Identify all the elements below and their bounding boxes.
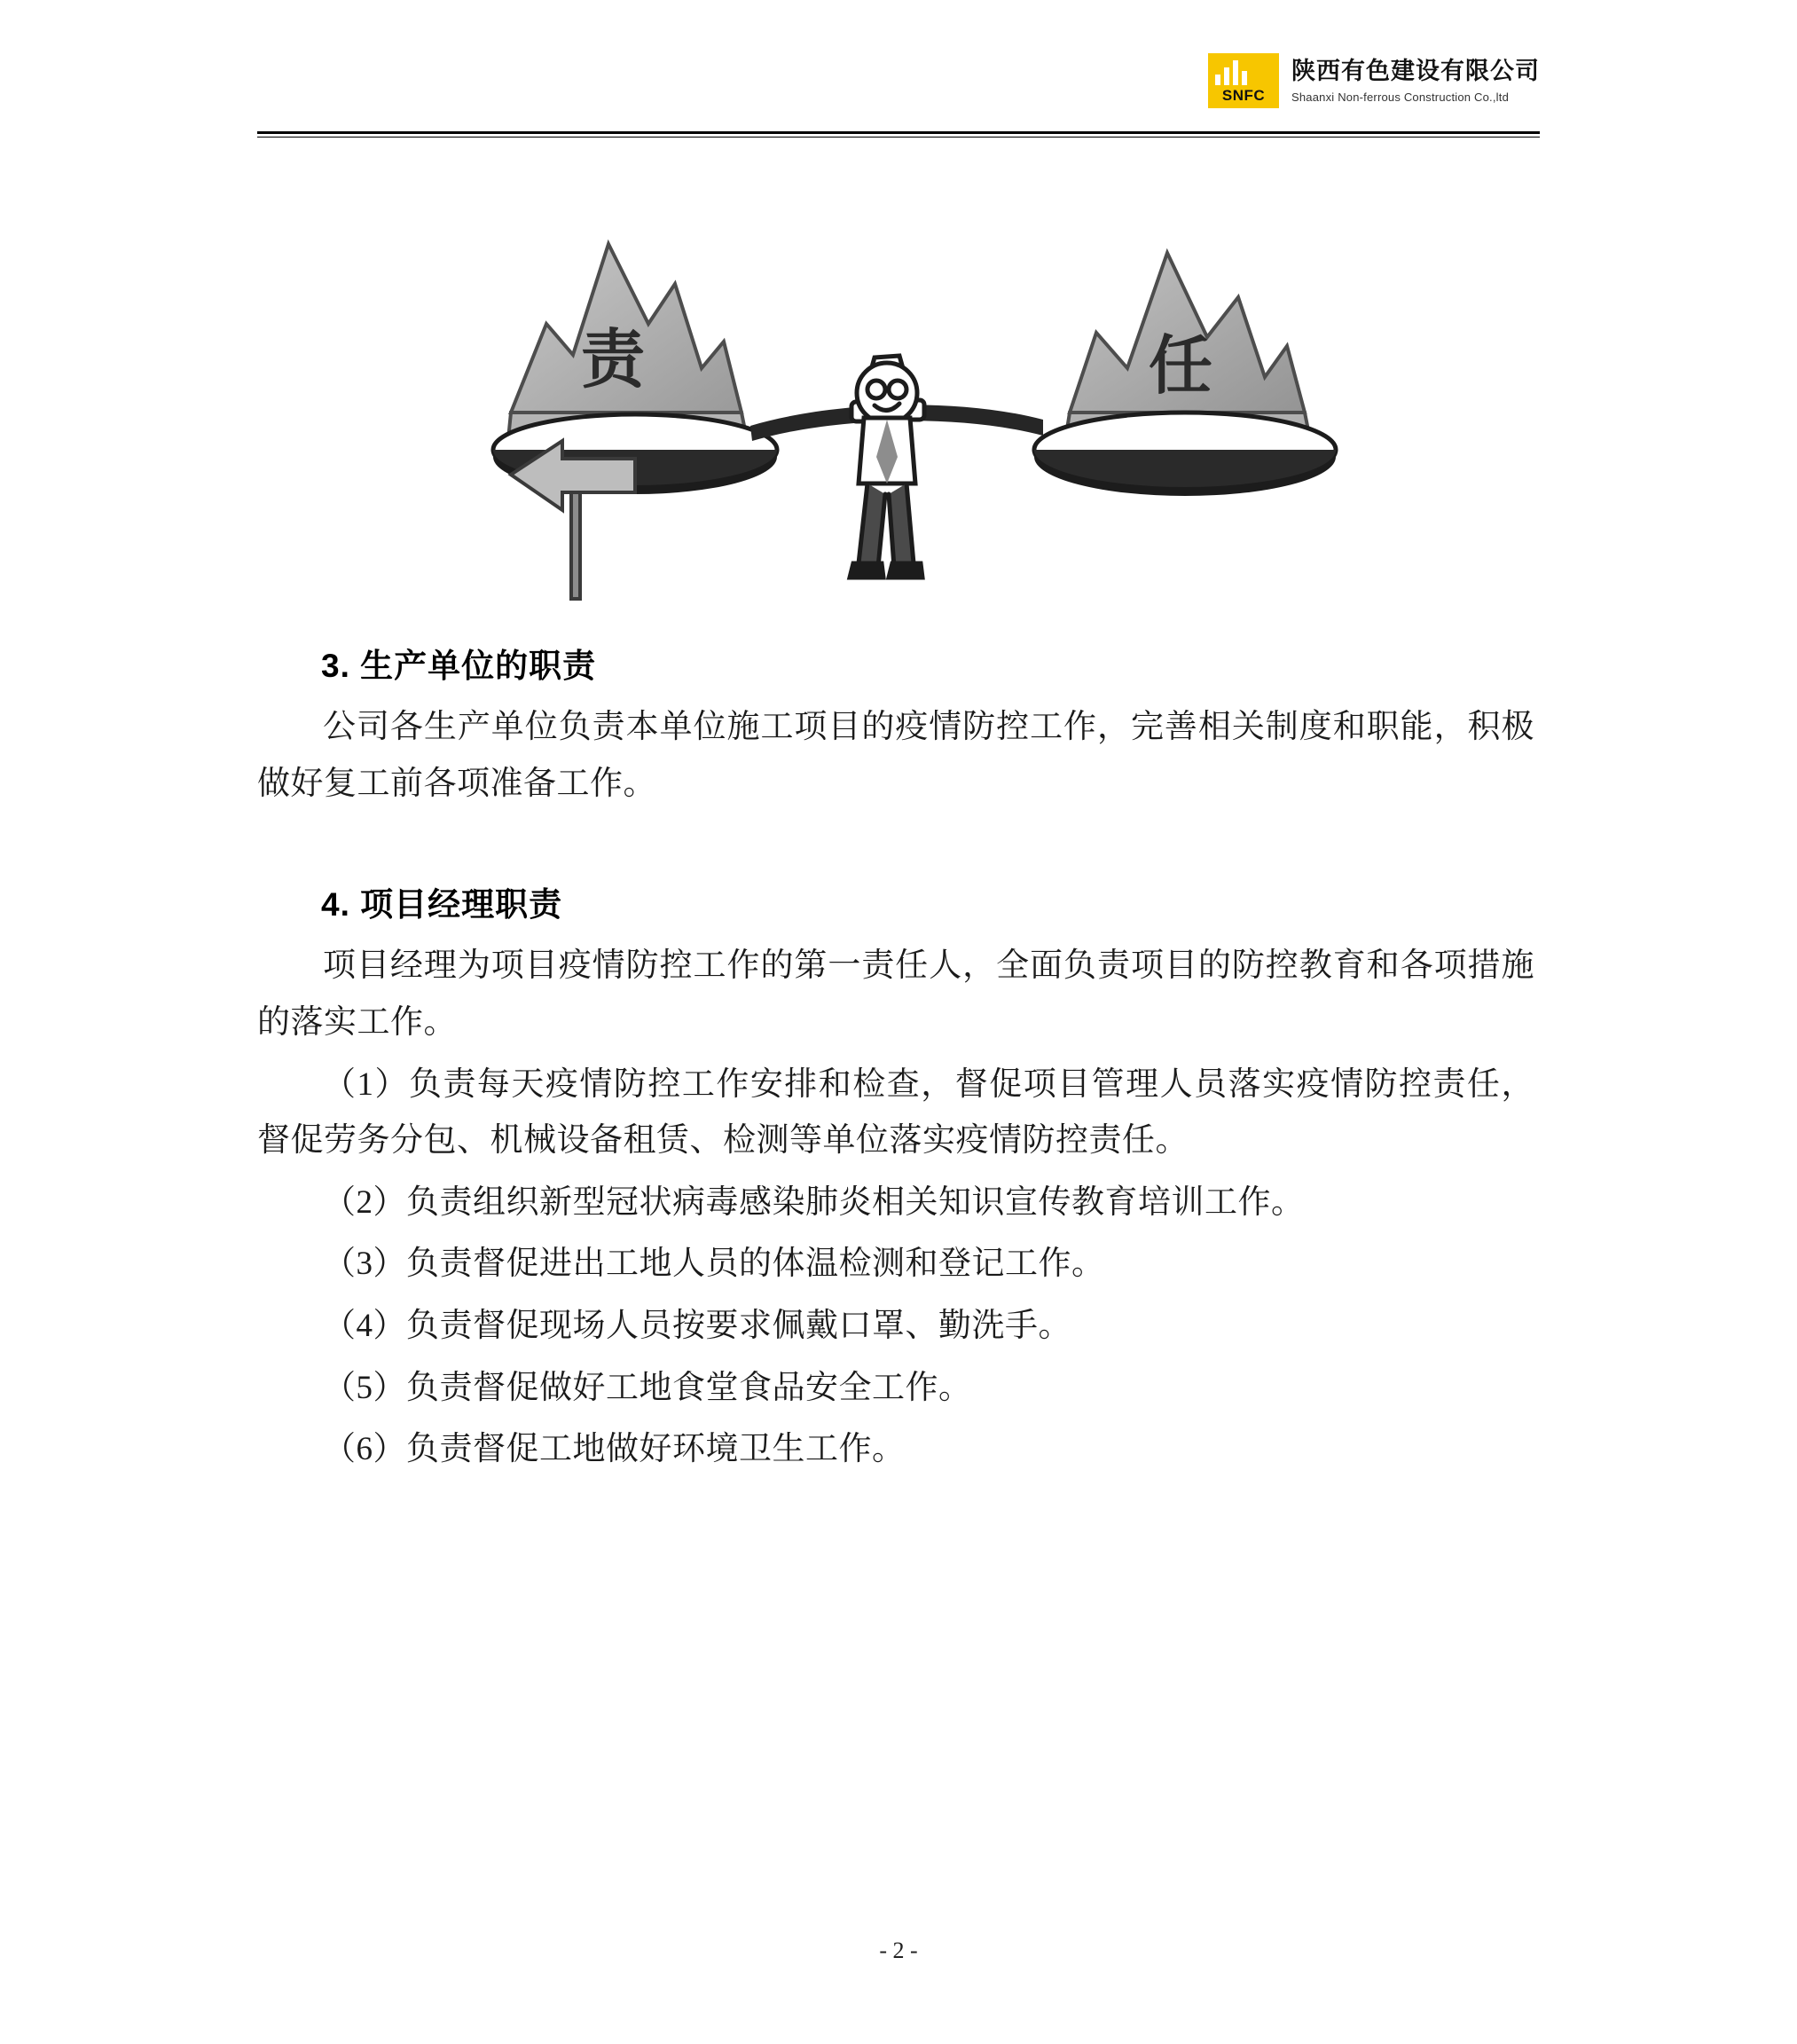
arrow-sign: [511, 441, 635, 599]
cartoon-illustration: [458, 191, 1354, 617]
company-name-cn: 陕西有色建设有限公司: [1291, 58, 1540, 84]
document-body: [257, 639, 1534, 1478]
header-rule-thick: [257, 131, 1540, 134]
list-item: （6）负责督促工地做好环境卫生工作。: [323, 1431, 906, 1468]
right-mountain-char: 任: [1148, 331, 1213, 402]
header-rule-thin: [257, 137, 1540, 138]
section-3-paragraph-1: 公司各生产单位负责本单位施工项目的疫情防控工作，完善相关制度和职能，积极做好复工前各项准备工作。: [257, 709, 1534, 802]
snfc-logo-mark: [1208, 53, 1279, 108]
left-mountain-char: 责: [580, 325, 646, 396]
company-logo: [1208, 53, 1540, 108]
responsibility-cartoon-figure: [458, 191, 1354, 617]
company-name-block: [1291, 57, 1540, 105]
page-header: [257, 53, 1540, 133]
list-item: （5）负责督促做好工地食堂食品安全工作。: [323, 1369, 972, 1406]
page-number: - 2 -: [879, 1938, 918, 1963]
list-item: （3）负责督促进出工地人员的体温检测和登记工作。: [323, 1246, 1105, 1283]
section-heading-3: 3. 生产单位的职责: [321, 648, 597, 684]
list-item: （2）负责组织新型冠状病毒感染肺炎相关知识宣传教育培训工作。: [323, 1183, 1305, 1221]
list-item: （4）负责督促现场人员按要求佩戴口罩、勤洗手。: [323, 1308, 1071, 1344]
list-item: （1）负责每天疫情防控工作安排和检查，督促项目管理人员落实疫情防控责任，督促劳务分包、机械设备租赁、检测等单位落实疫情防控责任。: [257, 1065, 1534, 1160]
company-name-en: Shaanxi Non-ferrous Construction Co.,ltd: [1291, 90, 1510, 104]
section-4-paragraph-1: 项目经理为项目疫情防控工作的第一责任人，全面负责项目的防控教育和各项措施的落实工作。: [257, 947, 1534, 1041]
logo-abbr: SNFC: [1221, 87, 1266, 104]
logo-bars-icon: [1215, 59, 1247, 85]
section-heading-4: 4. 项目经理职责: [321, 886, 563, 924]
